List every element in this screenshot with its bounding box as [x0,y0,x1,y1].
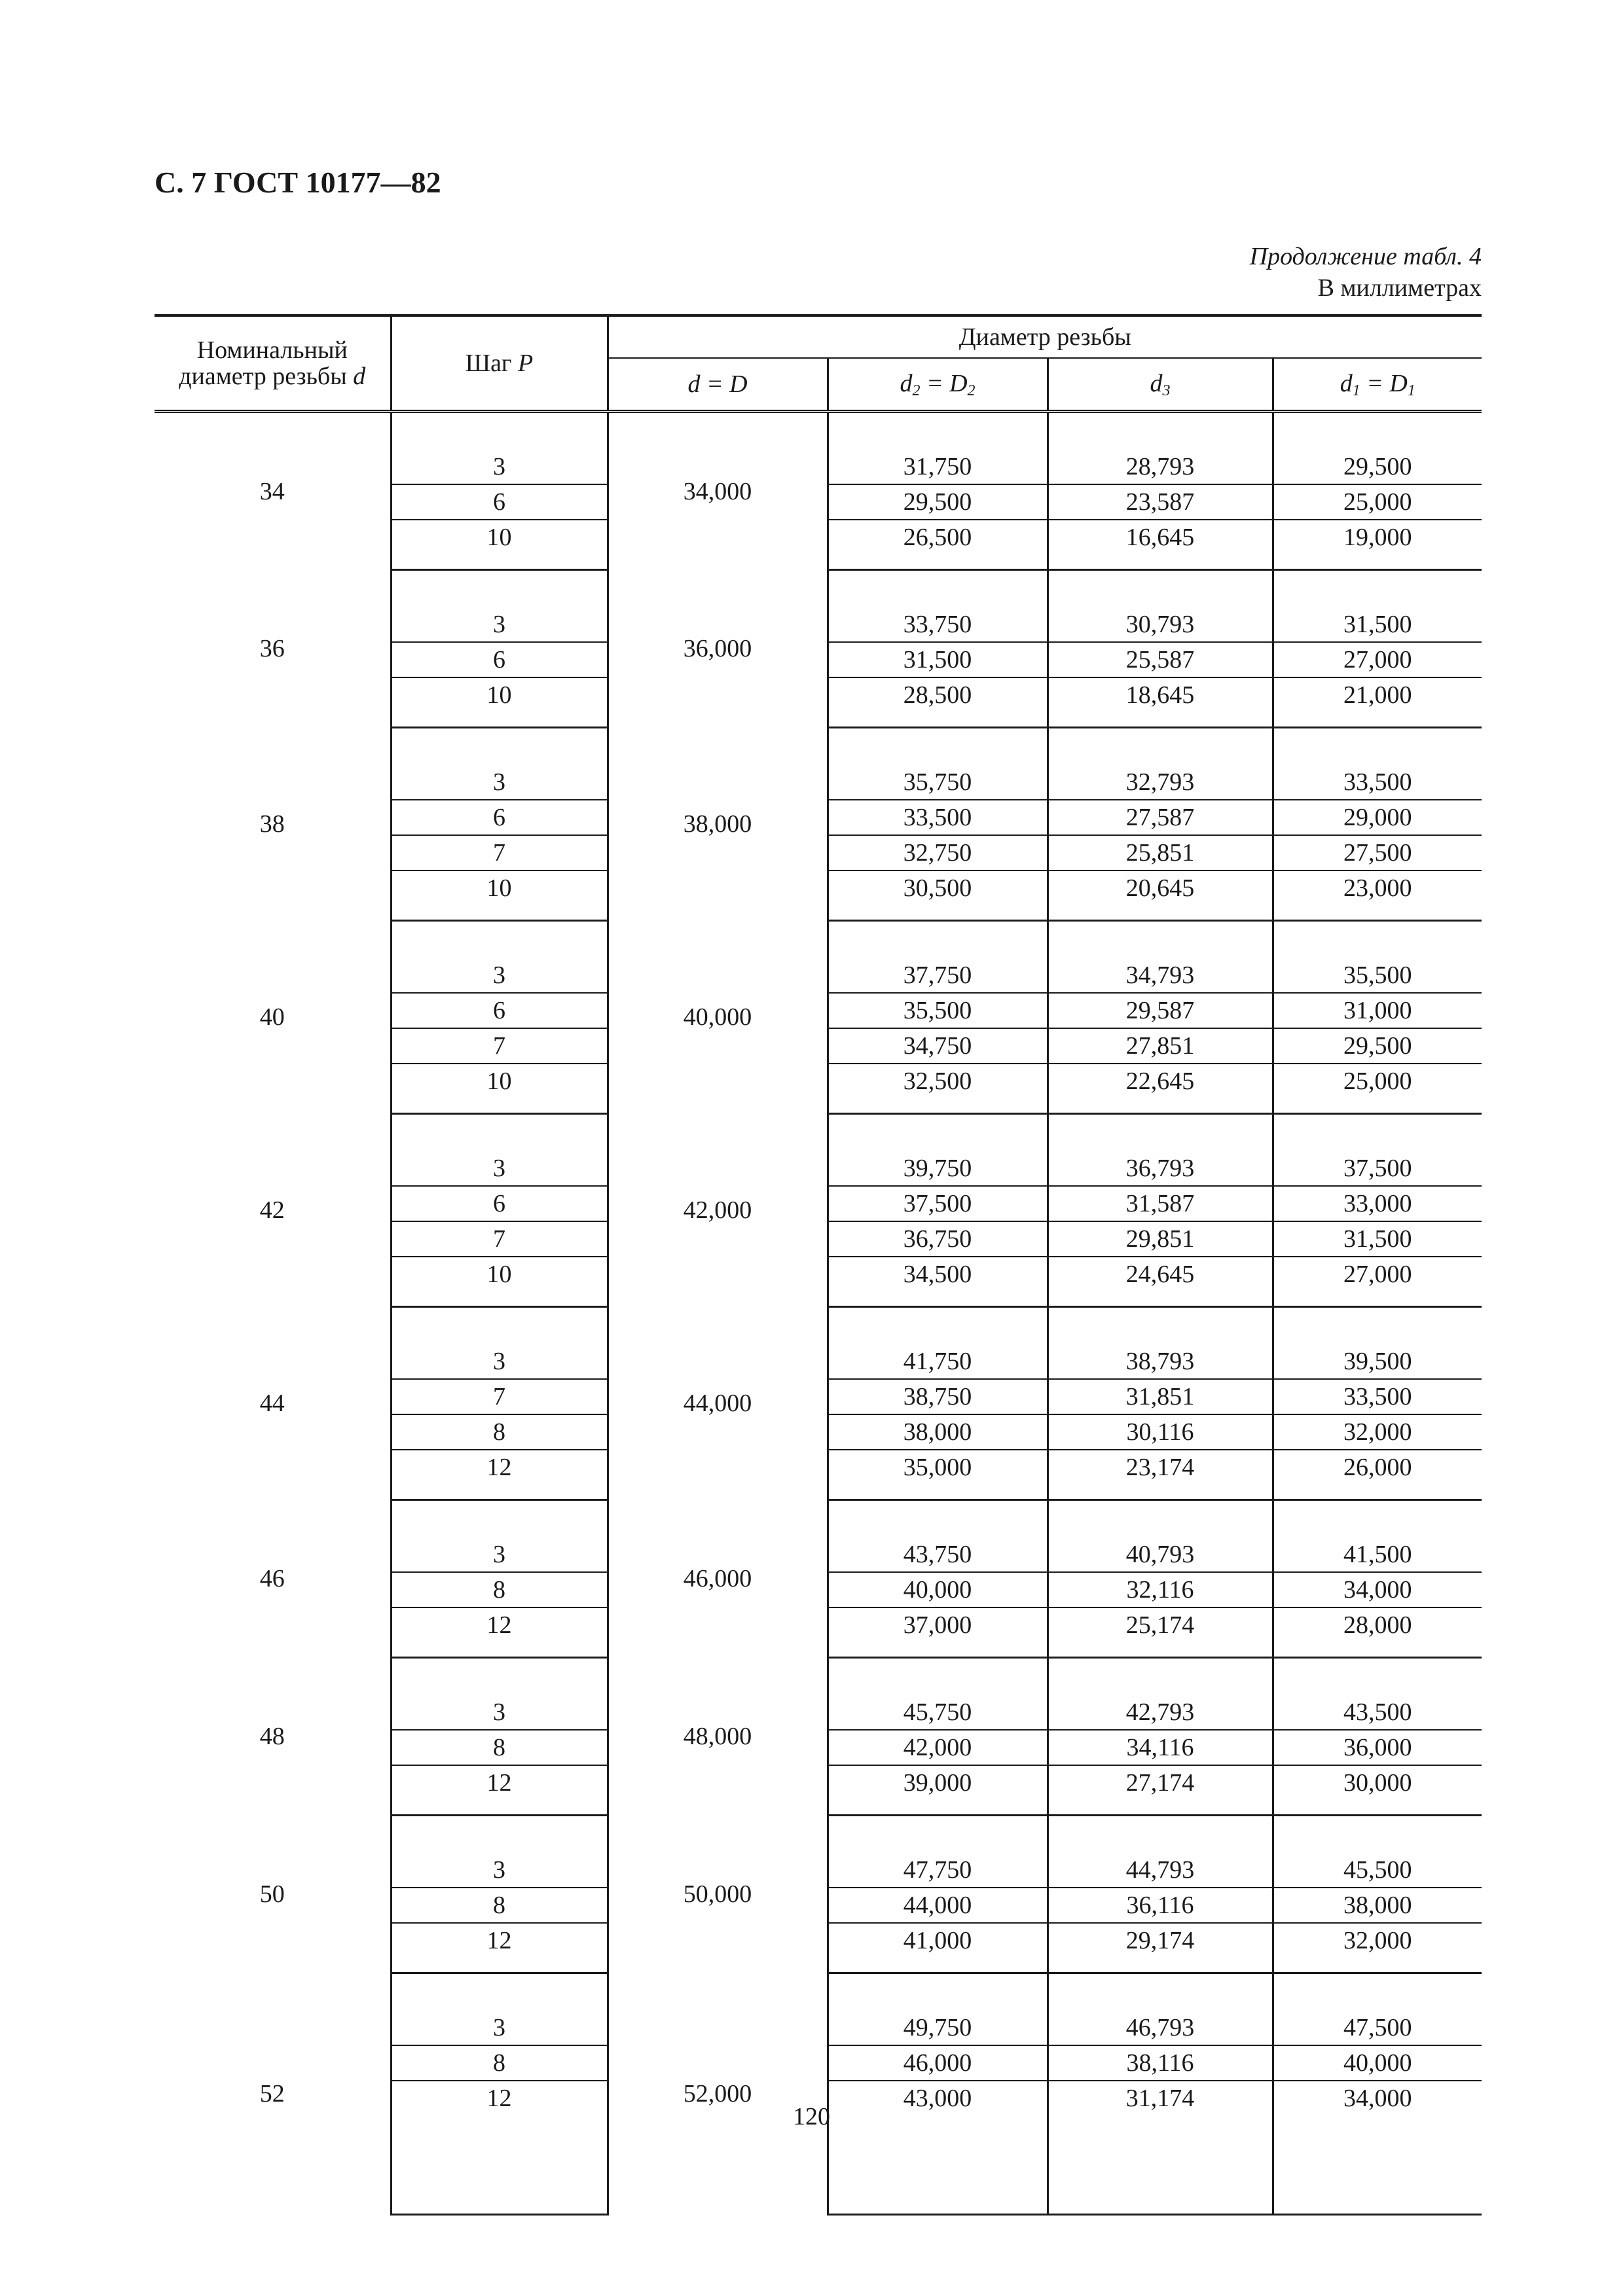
d2-value-cell: 47,750 [828,1853,1048,1888]
value-spacer-cell [1048,1307,1273,1345]
pitch-spacer-cell [391,1098,608,1114]
value-spacer-cell [1048,1484,1273,1500]
d2-value-cell: 43,750 [828,1537,1048,1572]
d1-value-cell: 43,500 [1273,1695,1482,1730]
value-spacer-cell [1273,1973,1482,2011]
d1-value-cell: 33,000 [1273,1186,1482,1221]
d1-value-cell: 41,500 [1273,1537,1482,1572]
group-spacer [155,1816,1482,1854]
value-spacer-cell [1273,1816,1482,1854]
d2-value-cell: 44,000 [828,1888,1048,1923]
d2-value-cell: 32,500 [828,1064,1048,1098]
pitch-cell: 3 [391,1151,608,1186]
nominal-diameter-cell: 38 [259,810,285,838]
pitch-cell: 8 [391,1888,608,1923]
value-spacer-cell [828,728,1048,766]
pitch-spacer-cell [391,1307,608,1345]
d2-value-cell: 34,500 [828,1257,1048,1291]
value-spacer-cell [1048,554,1273,570]
d2-value-cell: 26,500 [828,520,1048,554]
group-spacer [155,412,1482,450]
d2-value-cell: 33,500 [828,800,1048,835]
value-spacer-cell [1048,1816,1273,1854]
value-spacer-cell [1273,728,1482,766]
value-spacer-cell [1048,1800,1273,1816]
thread-dimensions-table [155,314,1482,2215]
value-spacer-cell [1273,1500,1482,1538]
units-note: В миллиметрах [1317,274,1482,302]
value-spacer-cell [1048,1958,1273,1973]
d3-value-cell: 30,116 [1048,1414,1273,1450]
pitch-spacer-cell [391,1642,608,1658]
d2-value-cell: 41,750 [828,1344,1048,1379]
value-spacer-cell [1273,1800,1482,1816]
d1-value-cell: 37,500 [1273,1151,1482,1186]
value-spacer-cell [1273,1307,1482,1345]
d2-value-cell: 39,750 [828,1151,1048,1186]
value-spacer-cell [1048,1658,1273,1696]
d3-value-cell: 34,116 [1048,1730,1273,1765]
value-spacer-cell [1273,412,1482,450]
value-spacer-cell [828,921,1048,959]
d2-value-cell: 30,500 [828,870,1048,905]
column-group-thread-diameter: Диаметр резьбы [608,315,1482,358]
d3-value-cell: 24,645 [1048,1257,1273,1291]
d1-value-cell: 45,500 [1273,1853,1482,1888]
table-caption [1250,241,1482,304]
d3-value-cell: 36,793 [1048,1151,1273,1186]
d3-value-cell: 22,645 [1048,1064,1273,1098]
d1-value-cell: 40,000 [1273,2045,1482,2081]
d3-value-cell: 38,793 [1048,1344,1273,1379]
value-spacer-cell [828,712,1048,728]
d1-value-cell: 26,000 [1273,1450,1482,1484]
pitch-spacer-cell [391,728,608,766]
d2-value-cell: 37,750 [828,958,1048,993]
nominal-header-symbol: d [353,363,366,390]
d2-value-cell: 35,000 [828,1450,1048,1484]
pitch-spacer-cell [391,1958,608,1973]
d1-value-cell: 35,500 [1273,958,1482,993]
value-spacer-cell [828,1816,1048,1854]
group-spacer [155,570,1482,608]
nominal-diameter-cell: 52 [259,2080,285,2108]
value-spacer-cell [1273,905,1482,921]
d2-value-cell: 46,000 [828,2045,1048,2081]
d3-value-cell: 32,116 [1048,1572,1273,1607]
pitch-cell: 8 [391,1730,608,1765]
pitch-cell: 3 [391,1537,608,1572]
nominal-header-line1: Номинальный [196,336,348,364]
value-spacer-cell [1048,1098,1273,1114]
pitch-cell: 6 [391,484,608,520]
d3-value-cell: 23,587 [1048,484,1273,520]
pitch-cell: 10 [391,677,608,712]
d3-value-cell: 18,645 [1048,677,1273,712]
value-spacer-cell [1048,1291,1273,1307]
value-spacer-cell [1048,1973,1273,2011]
major-diameter-cell: 48,000 [608,1658,828,1816]
value-spacer-cell [828,554,1048,570]
pitch-spacer-cell [391,921,608,959]
d1-value-cell: 31,500 [1273,607,1482,642]
value-spacer-cell [828,1098,1048,1114]
page-number: 120 [793,2103,830,2130]
d2-value-cell: 36,750 [828,1221,1048,1257]
d3-value-cell: 23,174 [1048,1450,1273,1484]
value-spacer-cell [828,1958,1048,1973]
d1-value-cell: 29,500 [1273,1028,1482,1064]
column-header-minor-diameter: $d_1 = D_1$ [1273,358,1482,412]
nominal-diameter-cell: 40 [259,1003,285,1031]
d1-value-cell: 38,000 [1273,1888,1482,1923]
major-diameter-cell: 34,000 [608,412,828,570]
pitch-spacer-cell [391,554,608,570]
pitch-cell: 12 [391,1450,608,1484]
pitch-cell: 7 [391,835,608,870]
table-body [155,412,1482,2215]
continuation-note: Продолжение табл. 4 [1249,243,1482,270]
d1-value-cell: 30,000 [1273,1765,1482,1800]
d1-value-cell: 39,500 [1273,1344,1482,1379]
d1-value-cell: 29,000 [1273,800,1482,835]
pitch-cell: 3 [391,958,608,993]
value-spacer-cell [1273,1114,1482,1152]
value-spacer-cell [1273,1291,1482,1307]
pitch-cell: 7 [391,1028,608,1064]
value-spacer-cell [828,1291,1048,1307]
d2-value-cell: 42,000 [828,1730,1048,1765]
d3-value-cell: 32,793 [1048,765,1273,800]
pitch-cell: 7 [391,1379,608,1414]
value-spacer-cell [1273,1958,1482,1973]
d2-value-cell: 43,000 [828,2081,1048,2115]
d1-value-cell: 32,000 [1273,1923,1482,1958]
d1-value-cell: 27,000 [1273,642,1482,677]
d3-value-cell: 20,645 [1048,870,1273,905]
nominal-header-line2: диаметр резьбы [179,363,347,390]
d3-value-cell: 25,851 [1048,835,1273,870]
d1-value-cell: 36,000 [1273,1730,1482,1765]
d3-value-cell: 16,645 [1048,520,1273,554]
d3-value-cell: 31,587 [1048,1186,1273,1221]
value-spacer-cell [828,1307,1048,1345]
pitch-cell: 6 [391,642,608,677]
d1-value-cell: 31,500 [1273,1221,1482,1257]
column-header-root-diameter: $d_3$ [1048,358,1273,412]
d2-value-cell: 40,000 [828,1572,1048,1607]
d3-value-cell: 29,851 [1048,1221,1273,1257]
major-diameter-cell: 38,000 [608,728,828,921]
column-header-nominal-diameter [155,315,391,412]
pitch-spacer-cell [391,712,608,728]
value-spacer-cell [1273,1098,1482,1114]
d2-value-cell: 35,750 [828,765,1048,800]
d2-value-cell: 37,000 [828,1607,1048,1642]
value-spacer-cell [1048,905,1273,921]
pitch-spacer-cell [391,1973,608,2011]
group-spacer [155,1500,1482,1538]
pitch-cell: 3 [391,1344,608,1379]
pitch-cell: 8 [391,1572,608,1607]
major-diameter-cell: 52,000 [608,1973,828,2215]
value-spacer-cell [828,1484,1048,1500]
value-spacer-cell [1048,570,1273,608]
pitch-header-symbol: P [518,350,534,377]
d3-value-cell: 25,174 [1048,1607,1273,1642]
group-spacer [155,1658,1482,1696]
value-spacer-cell [828,905,1048,921]
pitch-cell: 6 [391,1186,608,1221]
d2-value-cell: 32,750 [828,835,1048,870]
pitch-cell: 3 [391,2011,608,2045]
table-header [155,315,1482,412]
value-spacer-cell [1048,921,1273,959]
pitch-cell: 10 [391,1257,608,1291]
pitch-spacer-cell [391,1500,608,1538]
d1-value-cell: 29,500 [1273,450,1482,484]
pitch-spacer-cell [391,570,608,608]
d2-value-cell: 45,750 [828,1695,1048,1730]
nominal-diameter-cell: 34 [259,477,285,505]
nominal-diameter-cell: 50 [259,1880,285,1908]
d2-value-cell: 38,000 [828,1414,1048,1450]
pitch-cell: 12 [391,2081,608,2115]
d3-value-cell: 31,174 [1048,2081,1273,2115]
d2-value-cell: 31,750 [828,450,1048,484]
nominal-diameter-cell: 42 [259,1196,285,1224]
d3-value-cell: 28,793 [1048,450,1273,484]
value-spacer-cell [828,1500,1048,1538]
value-spacer-cell [1273,1484,1482,1500]
pitch-cell: 3 [391,450,608,484]
pitch-spacer-cell [391,412,608,450]
pitch-cell: 10 [391,520,608,554]
value-spacer-cell [1273,554,1482,570]
value-spacer-cell [828,1658,1048,1696]
d2-value-cell: 33,750 [828,607,1048,642]
d2-value-cell: 35,500 [828,993,1048,1028]
d1-value-cell: 33,500 [1273,1379,1482,1414]
group-spacer [155,728,1482,766]
d1-value-cell: 33,500 [1273,765,1482,800]
pitch-spacer-cell [391,1291,608,1307]
d2-value-cell: 31,500 [828,642,1048,677]
d3-value-cell: 44,793 [1048,1853,1273,1888]
d1-value-cell: 32,000 [1273,1414,1482,1450]
major-diameter-cell: 46,000 [608,1500,828,1658]
d3-value-cell: 38,116 [1048,2045,1273,2081]
pitch-cell: 8 [391,1414,608,1450]
page-header: С. 7 ГОСТ 10177—82 [155,166,441,199]
d3-value-cell: 25,587 [1048,642,1273,677]
group-spacer [155,1307,1482,1345]
group-spacer [155,1973,1482,2011]
d3-value-cell: 27,174 [1048,1765,1273,1800]
pitch-spacer-cell [391,1800,608,1816]
column-header-major-diameter: d = D [608,358,828,412]
pitch-spacer-cell [391,1658,608,1696]
d3-value-cell: 31,851 [1048,1379,1273,1414]
pitch-cell: 12 [391,1607,608,1642]
value-spacer-cell [1048,1642,1273,1658]
value-spacer-cell [1273,1658,1482,1696]
pitch-spacer-cell [391,1114,608,1152]
d3-value-cell: 27,851 [1048,1028,1273,1064]
d1-value-cell: 27,000 [1273,1257,1482,1291]
d2-value-cell: 39,000 [828,1765,1048,1800]
pitch-cell: 10 [391,1064,608,1098]
pitch-cell: 7 [391,1221,608,1257]
column-header-pitch [391,315,608,412]
nominal-diameter-cell: 44 [259,1390,285,1417]
pitch-cell: 3 [391,765,608,800]
major-diameter-cell: 40,000 [608,921,828,1114]
d1-value-cell: 34,000 [1273,1572,1482,1607]
value-spacer-cell [828,1973,1048,2011]
d1-value-cell: 47,500 [1273,2011,1482,2045]
group-spacer [155,921,1482,959]
nominal-diameter-cell: 46 [259,1565,285,1592]
d1-value-cell: 21,000 [1273,677,1482,712]
pitch-cell: 12 [391,1765,608,1800]
d2-value-cell: 29,500 [828,484,1048,520]
d3-value-cell: 40,793 [1048,1537,1273,1572]
pitch-spacer-cell [391,905,608,921]
value-spacer-cell [828,412,1048,450]
d2-value-cell: 49,750 [828,2011,1048,2045]
pitch-header-label: Шаг [465,350,512,377]
d2-value-cell: 34,750 [828,1028,1048,1064]
pitch-spacer-cell [391,1484,608,1500]
value-spacer-cell [1273,570,1482,608]
major-diameter-cell: 44,000 [608,1307,828,1500]
value-spacer-cell [1273,712,1482,728]
d1-value-cell: 34,000 [1273,2081,1482,2115]
d3-value-cell: 34,793 [1048,958,1273,993]
value-spacer-cell [1273,1642,1482,1658]
pitch-cell: 3 [391,607,608,642]
major-diameter-cell: 36,000 [608,570,828,728]
d3-value-cell: 30,793 [1048,607,1273,642]
nominal-diameter-cell: 36 [259,635,285,662]
value-spacer-cell [828,1800,1048,1816]
pitch-cell: 3 [391,1695,608,1730]
pitch-cell: 12 [391,1923,608,1958]
pitch-cell: 3 [391,1853,608,1888]
pitch-cell: 8 [391,2045,608,2081]
pitch-cell: 10 [391,870,608,905]
d1-value-cell: 23,000 [1273,870,1482,905]
d1-value-cell: 25,000 [1273,484,1482,520]
d1-value-cell: 27,500 [1273,835,1482,870]
pitch-spacer-cell [391,1816,608,1854]
value-spacer-cell [828,1642,1048,1658]
value-spacer-cell [1048,1114,1273,1152]
value-spacer-cell [1048,1500,1273,1538]
d3-value-cell: 36,116 [1048,1888,1273,1923]
d3-value-cell: 42,793 [1048,1695,1273,1730]
d2-value-cell: 28,500 [828,677,1048,712]
d1-value-cell: 28,000 [1273,1607,1482,1642]
nominal-diameter-cell: 48 [259,1723,285,1750]
d2-value-cell: 38,750 [828,1379,1048,1414]
d2-value-cell: 37,500 [828,1186,1048,1221]
d2-value-cell: 41,000 [828,1923,1048,1958]
d1-value-cell: 25,000 [1273,1064,1482,1098]
d3-value-cell: 46,793 [1048,2011,1273,2045]
value-spacer-cell [1048,412,1273,450]
value-spacer-cell [828,570,1048,608]
value-spacer-cell [828,1114,1048,1152]
pitch-cell: 6 [391,800,608,835]
d1-value-cell: 31,000 [1273,993,1482,1028]
value-spacer-cell [1273,921,1482,959]
value-spacer-cell [1048,712,1273,728]
value-spacer-cell [1048,728,1273,766]
d3-value-cell: 29,174 [1048,1923,1273,1958]
d1-value-cell: 19,000 [1273,520,1482,554]
group-spacer [155,1114,1482,1152]
column-header-pitch-diameter: $d_2 = D_2$ [828,358,1048,412]
d3-value-cell: 29,587 [1048,993,1273,1028]
pitch-cell: 6 [391,993,608,1028]
d3-value-cell: 27,587 [1048,800,1273,835]
major-diameter-cell: 50,000 [608,1816,828,1973]
major-diameter-cell: 42,000 [608,1114,828,1307]
